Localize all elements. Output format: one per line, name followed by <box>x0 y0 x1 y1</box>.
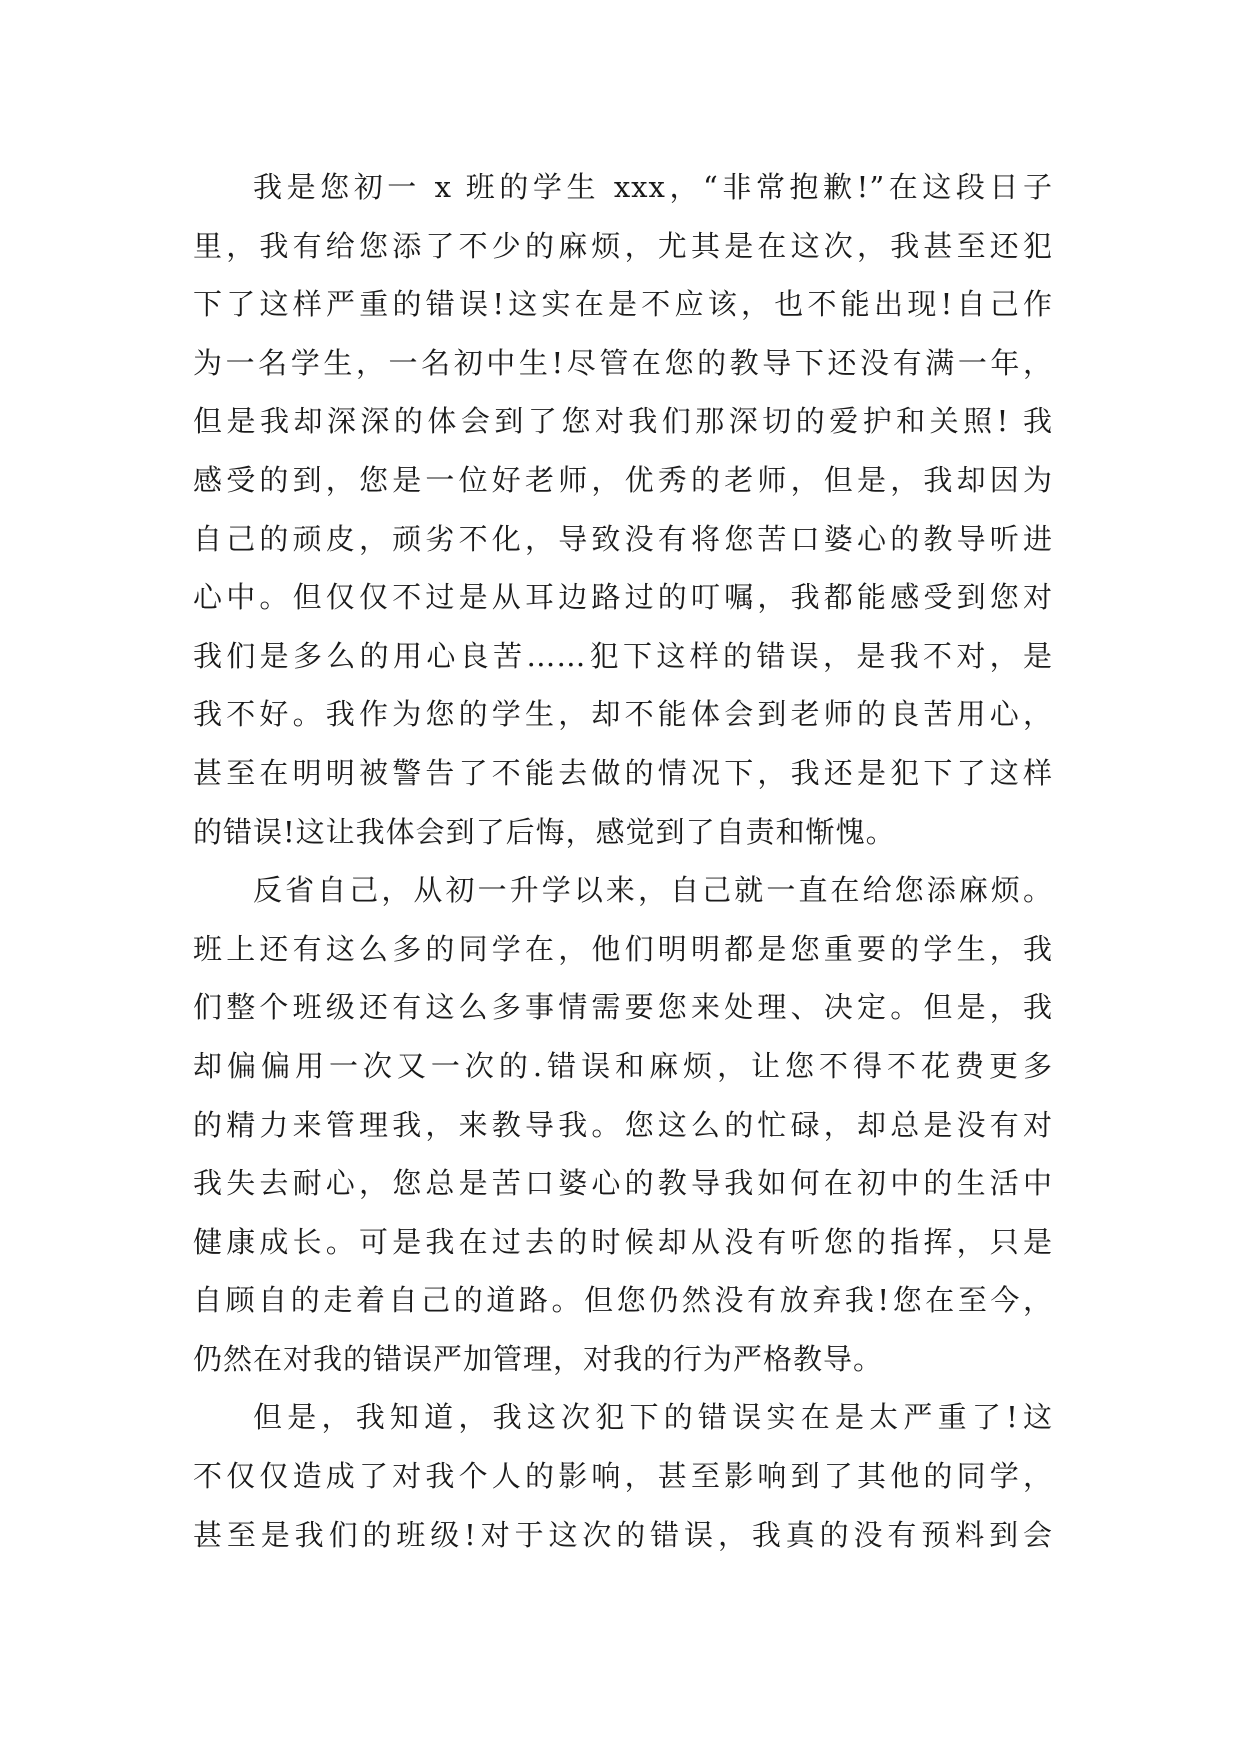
text-line: 却偏偏用一次又一次的.错误和麻烦，让您不得不花费更多 <box>193 1048 1053 1083</box>
text-line: 班上还有这么多的同学在，他们明明都是您重要的学生，我 <box>193 931 1053 966</box>
text-line: 但是，我知道，我这次犯下的错误实在是太严重了!这 <box>253 1400 1053 1435</box>
text-line: 自己的顽皮，顽劣不化，导致没有将您苦口婆心的教导听进 <box>193 521 1053 556</box>
text-line: 我不好。我作为您的学生，却不能体会到老师的良苦用心， <box>193 697 1053 732</box>
text-line: 我是您初一 x 班的学生 xxx，“非常抱歉!”在这段日子 <box>253 170 1053 204</box>
text-line: 我失去耐心，您总是苦口婆心的教导我如何在初中的生活中 <box>193 1166 1053 1201</box>
text-line: 甚至是我们的班级!对于这次的错误，我真的没有预料到会 <box>193 1517 1053 1552</box>
text-line: 心中。但仅仅不过是从耳边路过的叮嘱，我都能感受到您对 <box>193 580 1053 615</box>
text-line: 下了这样严重的错误!这实在是不应该，也不能出现!自己作 <box>193 287 1053 322</box>
text-line: 仍然在对我的错误严加管理，对我的行为严格教导。 <box>193 1341 884 1376</box>
text-line: 的精力来管理我，来教导我。您这么的忙碌，却总是没有对 <box>193 1107 1053 1142</box>
text-line: 健康成长。可是我在过去的时候却从没有听您的指挥，只是 <box>193 1224 1053 1259</box>
text-line: 但是我却深深的体会到了您对我们那深切的爱护和关照! 我 <box>193 404 1053 439</box>
text-line: 我们是多么的用心良苦……犯下这样的错误，是我不对，是 <box>193 638 1053 673</box>
document-body <box>193 158 1053 1564</box>
text-line: 们整个班级还有这么多事情需要您来处理、决定。但是，我 <box>193 990 1053 1025</box>
text-line: 甚至在明明被警告了不能去做的情况下，我还是犯下了这样 <box>193 755 1053 790</box>
text-line: 的错误!这让我体会到了后悔，感觉到了自责和惭愧。 <box>193 814 896 849</box>
text-line: 感受的到，您是一位好老师，优秀的老师，但是，我却因为 <box>193 462 1053 497</box>
text-line: 为一名学生，一名初中生!尽管在您的教导下还没有满一年， <box>193 345 1053 380</box>
text-line: 自顾自的走着自己的道路。但您仍然没有放弃我!您在至今， <box>193 1283 1053 1318</box>
text-line: 不仅仅造成了对我个人的影响，甚至影响到了其他的同学， <box>193 1459 1053 1494</box>
text-line: 反省自己，从初一升学以来，自己就一直在给您添麻烦。 <box>253 873 1053 908</box>
text-line: 里，我有给您添了不少的麻烦，尤其是在这次，我甚至还犯 <box>193 228 1053 263</box>
